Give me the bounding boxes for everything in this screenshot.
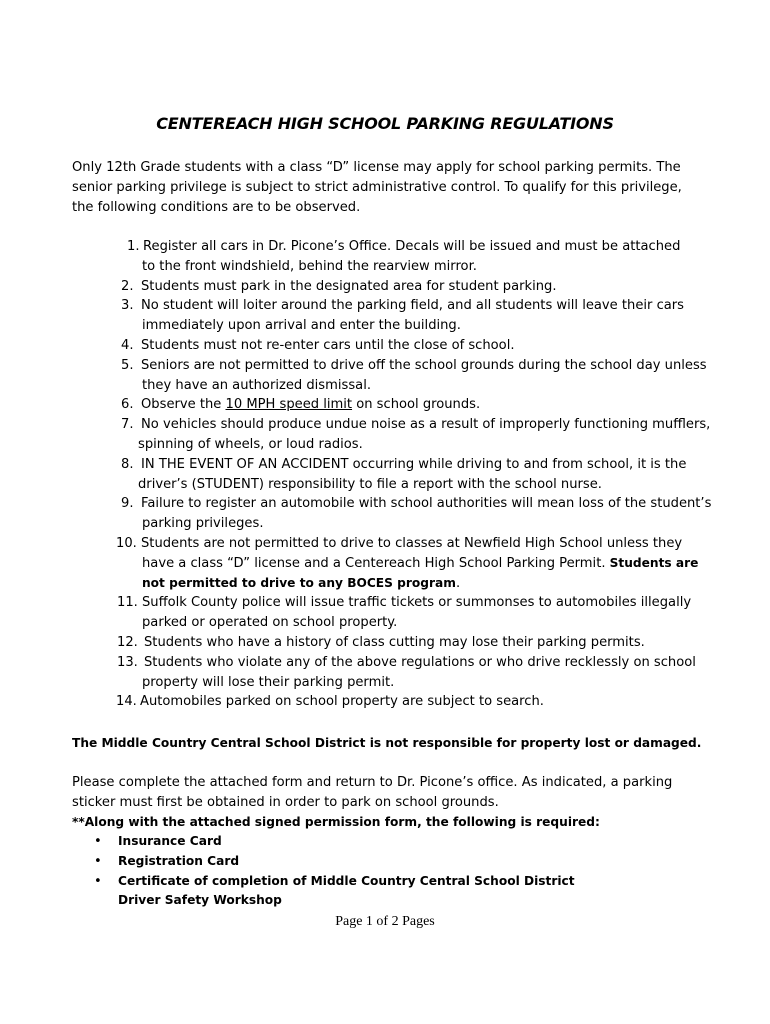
rule-text-part: . <box>455 575 461 591</box>
rule-text: Automobiles parked on school property are subject to search. <box>140 694 544 710</box>
boces-warning: not permitted to drive to any BOCES program <box>142 575 456 590</box>
rule-number: 13. <box>117 654 138 670</box>
rule-item <box>0 593 770 633</box>
rule-text: parked or operated on school property. <box>142 615 398 631</box>
instructions-paragraph <box>72 773 712 813</box>
rule-number: 11. <box>117 595 138 611</box>
rule-number: 12. <box>117 634 138 650</box>
rule-text: No student will loiter around the parking field, and all students will leave their cars <box>141 298 684 314</box>
rule-text: immediately upon arrival and enter the building. <box>142 318 461 334</box>
rule-item <box>0 692 770 712</box>
rule-number: 3. <box>121 298 134 314</box>
rule-item <box>0 415 770 455</box>
rule-text: parking privileges. <box>142 516 264 532</box>
rule-text <box>0 395 770 415</box>
rule-item <box>0 395 770 415</box>
rule-item <box>0 237 770 277</box>
requirement-item <box>0 872 770 912</box>
rule-text: Students are not permitted to drive to classes at Newfield High School unless they <box>141 535 683 551</box>
rule-item <box>0 356 770 396</box>
rule-text-part: on school grounds. <box>352 397 481 413</box>
rule-text: Failure to register an automobile with school authorities will mean loss of the student’s <box>141 496 712 512</box>
requirement-text: Insurance Card <box>118 834 222 848</box>
rule-number: 6. <box>121 397 134 413</box>
page-footer: Page 1 of 2 Pages <box>335 914 435 929</box>
rule-number: 8. <box>121 456 134 472</box>
bullet-icon: • <box>94 834 102 849</box>
rule-number: 9. <box>121 496 134 512</box>
rule-text: Students who violate any of the above regulations or who drive recklessly on school <box>144 654 696 670</box>
requirements-heading: **Along with the attached signed permission form, the following is required: <box>72 815 600 829</box>
rule-number: 5. <box>121 357 134 373</box>
speed-limit-text: 10 MPH speed limit <box>225 397 353 413</box>
rule-text: Students must park in the designated area for student parking. <box>141 278 557 294</box>
intro-line: the following conditions are to be observed. <box>72 199 361 215</box>
rule-item <box>0 296 770 336</box>
rule-item <box>0 494 770 534</box>
rule-text <box>0 554 770 574</box>
rule-item <box>0 336 770 356</box>
rule-item <box>0 455 770 495</box>
boces-warning: Students are <box>609 555 699 570</box>
requirement-text: Registration Card <box>118 853 240 868</box>
bullet-icon: • <box>94 873 102 889</box>
district-notice: The Middle Country Central School District is not responsible for property lost or damaged. <box>72 736 702 750</box>
rule-text: No vehicles should produce undue noise as a result of improperly functioning mufflers, <box>141 417 711 433</box>
rule-number: 1. <box>127 239 140 254</box>
rule-text: property will lose their parking permit. <box>142 674 395 690</box>
rule-number: 7. <box>121 417 134 433</box>
intro-paragraph <box>72 158 712 217</box>
rule-text: Seniors are not permitted to drive off the school grounds during the school day unless <box>141 357 707 373</box>
rule-text: they have an authorized dismissal. <box>142 377 371 393</box>
rule-number: 14. <box>116 694 137 710</box>
document-title: CENTEREACH HIGH SCHOOL PARKING REGULATIONS <box>156 114 614 133</box>
requirements-list <box>0 832 770 911</box>
regulations-list <box>0 237 770 712</box>
rule-item <box>0 653 770 693</box>
rule-item <box>0 633 770 653</box>
rule-text <box>0 574 770 594</box>
rule-item <box>0 277 770 297</box>
rule-text: Register all cars in Dr. Picone’s Office. Decals will be issued and must be attached <box>143 239 681 254</box>
rule-number: 2. <box>121 278 134 294</box>
intro-line: senior parking privilege is subject to strict administrative control. To qualify for this privilege, <box>72 179 682 195</box>
bullet-icon: • <box>94 853 102 869</box>
requirement-text: Certificate of completion of Middle Country Central School District <box>118 873 575 888</box>
rule-text: driver’s (STUDENT) responsibility to file a report with the school nurse. <box>138 476 602 492</box>
rule-text: Students who have a history of class cutting may lose their parking permits. <box>144 634 645 650</box>
rule-text-part: have a class “D” license and a Centereach High School Parking Permit. <box>142 555 610 571</box>
rule-text: spinning of wheels, or loud radios. <box>138 436 363 452</box>
rule-text-part: Observe the <box>141 397 226 413</box>
instructions-line: sticker must first be obtained in order to park on school grounds. <box>72 794 499 810</box>
rule-text: Students must not re-enter cars until the close of school. <box>141 337 515 353</box>
requirement-item <box>0 852 770 872</box>
rule-number: 10. <box>116 535 137 551</box>
rule-text: to the front windshield, behind the rearview mirror. <box>142 258 477 274</box>
rule-number: 4. <box>121 337 134 353</box>
rule-text: Suffolk County police will issue traffic tickets or summonses to automobiles illegally <box>142 595 692 611</box>
intro-line: Only 12th Grade students with a class “D” license may apply for school parking permits. The <box>72 160 681 175</box>
requirement-item <box>0 832 770 852</box>
instructions-line: Please complete the attached form and return to Dr. Picone’s office. As indicated, a parking <box>72 775 673 790</box>
requirement-text: Driver Safety Workshop <box>118 893 282 908</box>
rule-item <box>0 534 770 593</box>
rule-text: IN THE EVENT OF AN ACCIDENT occurring while driving to and from school, it is the <box>141 456 687 472</box>
